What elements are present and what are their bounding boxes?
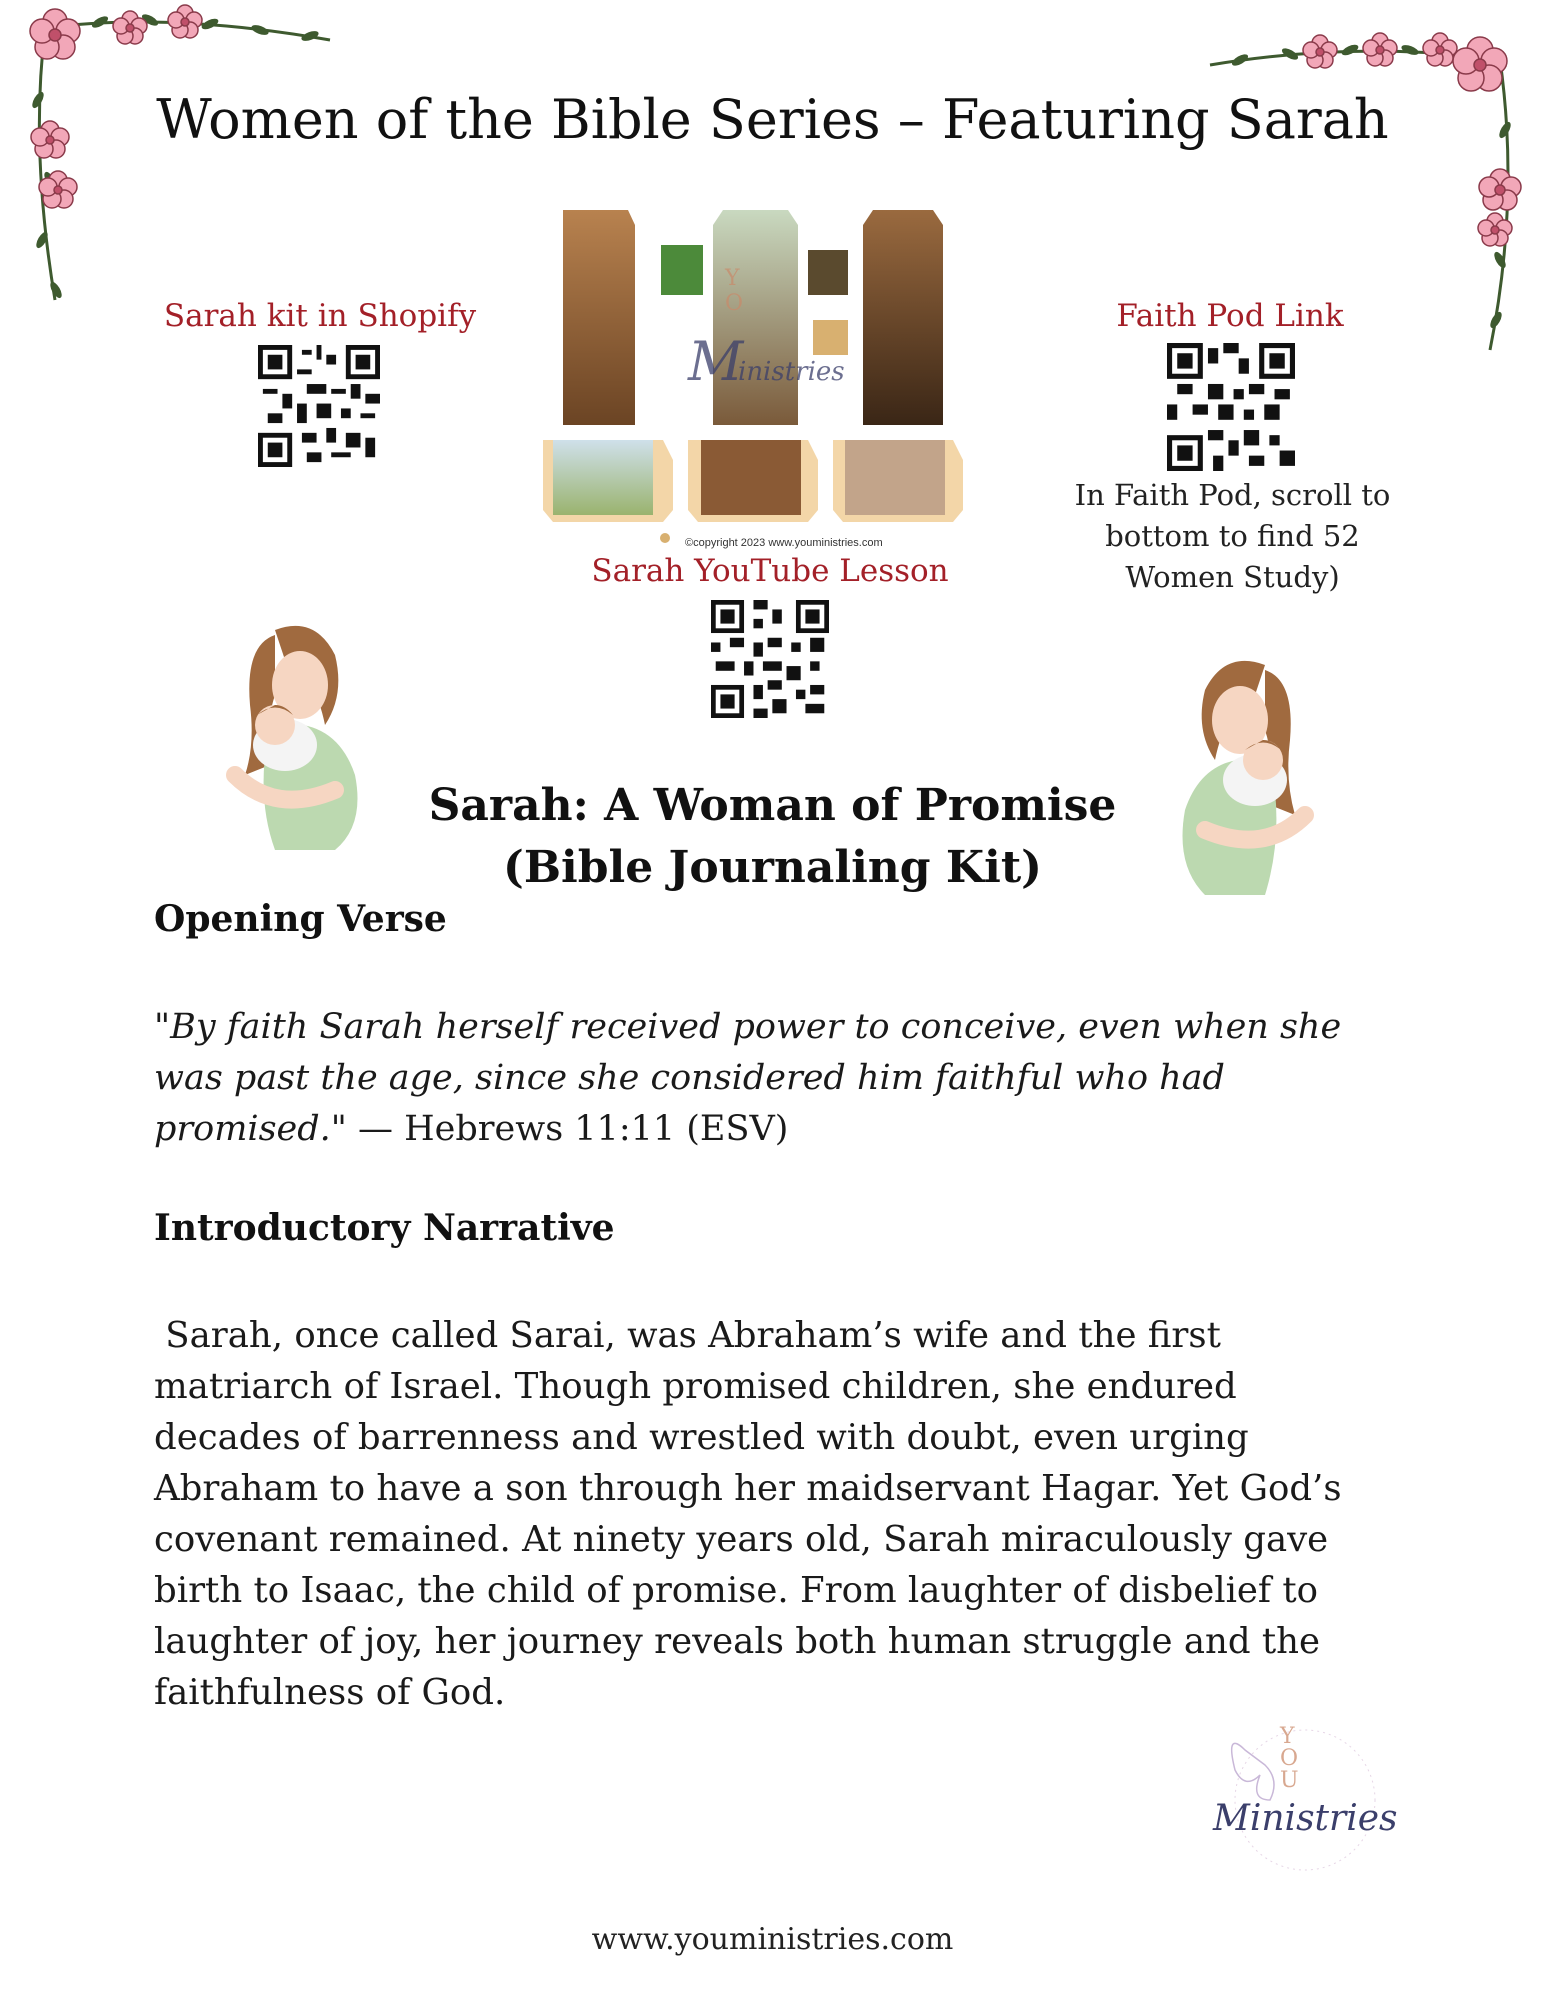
shopify-link[interactable]: Sarah kit in Shopify [163,298,477,334]
svg-text:inistries: inistries [738,357,845,387]
opening-verse-heading: Opening Verse [154,898,447,940]
kit-title-line-1: Sarah: A Woman of Promise [428,780,1117,831]
svg-text:Y: Y [725,266,740,291]
youtube-qr-code[interactable] [711,600,829,718]
logo-letters: YOU [1280,1724,1299,1793]
opening-verse-text [154,1002,1384,1155]
youtube-link[interactable]: Sarah YouTube Lesson [591,553,949,589]
introductory-narrative-heading: Introductory Narrative [154,1207,615,1249]
faith-pod-qr-code[interactable] [1167,343,1295,471]
sarah-kit-collage-image [543,210,978,550]
mother-holding-baby-illustration-right [1145,650,1330,900]
kit-title-line-2: (Bible Journaling Kit) [503,842,1042,893]
faith-pod-link[interactable]: Faith Pod Link [1116,298,1344,334]
collage-logo-watermark: M [688,330,744,393]
verse-reference: — Hebrews 11:11 (ESV) [346,1109,789,1149]
mother-holding-baby-illustration-left [215,615,395,855]
logo-wordmark: Ministries [1213,1798,1398,1839]
floral-corner-left-decoration [10,0,340,320]
kit-title [400,775,1145,899]
verse-quote: "By faith Sarah herself received power to conceive, even when she was past the age, since she considered him faithful who had promised." [154,1007,1342,1149]
you-ministries-logo [1205,1720,1405,1880]
collage-copyright: ©copyright 2023 www.youministries.com [685,537,883,549]
page-title: Women of the Bible Series – Featuring Sarah [156,88,1389,151]
footer-website[interactable]: www.youministries.com [591,1922,954,1957]
shopify-qr-code[interactable] [258,345,380,467]
faith-pod-note: In Faith Pod, scroll to bottom to find 52 Women Study) [1074,478,1391,594]
svg-text:O: O [725,291,744,316]
introductory-narrative-text: Sarah, once called Sarai, was Abraham’s wife and the first matriarch of Israel. Though promised children, she endured decades of barrenness and wrestled with doubt, even urging Abraham to have a son through her maidservant Hagar. Yet God’s covenant remained. At ninety years old, Sarah miraculously gave birth to Isaac, the child of promise. From laughter of disbelief to laughter of joy, her journey reveals both human struggle and the faithfulness of God. [154,1315,1353,1713]
